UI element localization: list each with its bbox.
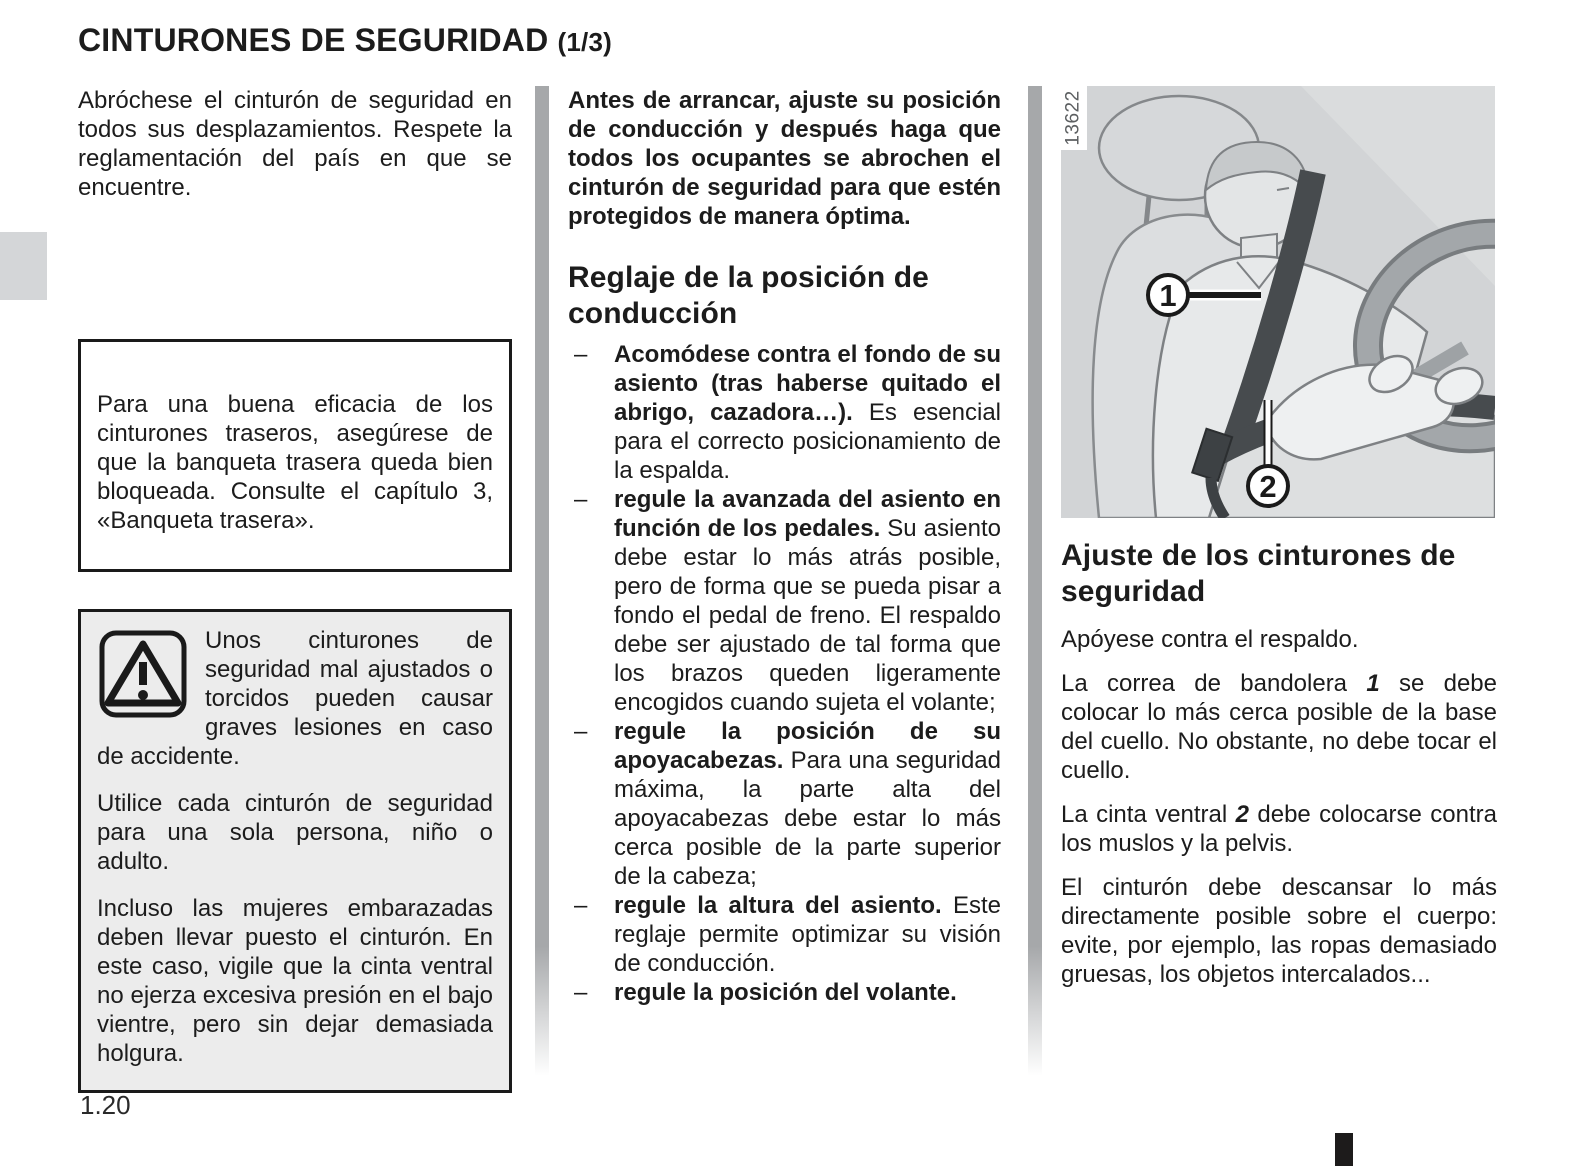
list-item [568, 891, 1001, 978]
bullet-dash: – [574, 341, 588, 368]
figure-code-label [1061, 86, 1087, 150]
list-item-text: Para una seguridad máxima, la parte alta del apoyacabezas debe estar lo más cerca posible de la parte superior de la cabeza; [614, 747, 1001, 890]
right-column [1061, 86, 1497, 989]
column-separator [535, 86, 549, 1076]
warning-box [78, 609, 512, 1093]
paragraph [1061, 800, 1497, 858]
figure-code: 13622 [1063, 90, 1084, 146]
paragraph-text: La correa de bandolera [1061, 670, 1367, 697]
warning-paragraph: Incluso las mujeres embarazadas deben llevar puesto el cinturón. En este caso, vigile que la cinta ventral no ejerza excesiva presión en el bajo vientre, pero sin dejar demasiada holgura. [97, 895, 493, 1067]
paragraph-text: La cinta ventral [1061, 801, 1236, 828]
section-heading-driving-position: Reglaje de la posición de conducción [568, 261, 929, 330]
paragraph-text: se debe colocar lo más cerca posible de la base del cuello. No obstante, no debe tocar el cuello. [1061, 670, 1497, 784]
left-column [78, 86, 512, 1093]
list-item [568, 717, 1001, 891]
page-title-text: CINTURONES DE SEGURIDAD [78, 22, 549, 58]
note-box-text: Para una buena eficacia de los cinturones traseros, asegúrese de que la banqueta trasera queda bien bloqueada. Consulte el capítulo 3, «Banqueta trasera». [97, 391, 493, 534]
page-title-pagination: (1/3) [557, 27, 612, 57]
list-item [568, 485, 1001, 717]
page-number: 1.20 [80, 1090, 131, 1120]
list-item-lead: regule la posición del volante. [614, 979, 957, 1006]
intro-paragraph: Abróchese el cinturón de seguridad en todos sus desplazamientos. Respete la reglamentación del país en que se encuentre. [78, 87, 512, 201]
warning-paragraph: Utilice cada cinturón de seguridad para una sola persona, niño o adulto. [97, 790, 493, 875]
print-registration-mark [1335, 1133, 1353, 1166]
list-item-text: Es esencial para el correcto posicionamiento de la espalda. [614, 399, 1001, 484]
section-heading-belt-adjustment: Ajuste de los cinturones de seguridad [1061, 539, 1456, 608]
paragraph-text: debe colocarse contra los muslos y la pelvis. [1061, 801, 1497, 857]
svg-text:2: 2 [1259, 469, 1277, 504]
bold-intro-paragraph: Antes de arrancar, ajuste su posición de conducción y después haga que todos los ocupantes se abrochen el cinturón de seguridad para que estén protegidos de manera óptima. [568, 87, 1001, 230]
list-item-lead: regule la posición de su apoyacabezas. [614, 718, 1001, 774]
list-item [568, 340, 1001, 485]
bullet-dash: – [574, 486, 588, 513]
bullet-dash: – [574, 892, 588, 919]
list-item [568, 978, 1001, 1007]
list-item-text: Su asiento debe estar lo más atrás posible, pero de forma que se pueda pisar a fondo el pedal de freno. El respaldo debe ser ajustado de tal forma que los brazos queden ligeramente encogidos cuando sujeta el volante; [614, 515, 1001, 716]
list-item-text: Este reglaje permite optimizar su visión de conducción. [614, 892, 1001, 977]
paragraph: El cinturón debe descansar lo más directamente posible sobre el cuerpo: evite, por ejemplo, las ropas demasiado gruesas, los objetos intercalados... [1061, 874, 1497, 988]
paragraph: Apóyese contra el respaldo. [1061, 626, 1359, 653]
list-item-lead: regule la altura del asiento. [614, 892, 942, 919]
driver-illustration [1061, 86, 1495, 518]
bullet-dash: – [574, 718, 588, 745]
note-box [78, 339, 512, 572]
belt-ref-1: 1 [1366, 670, 1380, 697]
page-title [78, 22, 612, 59]
svg-text:1: 1 [1159, 278, 1177, 313]
column-separator [1028, 86, 1042, 1076]
chapter-edge-tab [0, 232, 47, 300]
paragraph [1061, 669, 1497, 785]
seatbelt-illustration [1061, 86, 1495, 518]
warning-icon [97, 628, 189, 720]
list-item-lead: Acomódese contra el fondo de su asiento (tras haberse quitado el abrigo, cazadora…). [614, 341, 1001, 426]
belt-ref-2: 2 [1235, 801, 1249, 828]
list-item-lead: regule la avanzada del asiento en función de los pedales. [614, 486, 1001, 542]
middle-column [568, 86, 1001, 1007]
warning-paragraph: Unos cinturones de seguridad mal ajustados o torcidos pueden causar graves lesiones en caso de accidente. [97, 627, 493, 770]
bullet-dash: – [574, 979, 588, 1006]
